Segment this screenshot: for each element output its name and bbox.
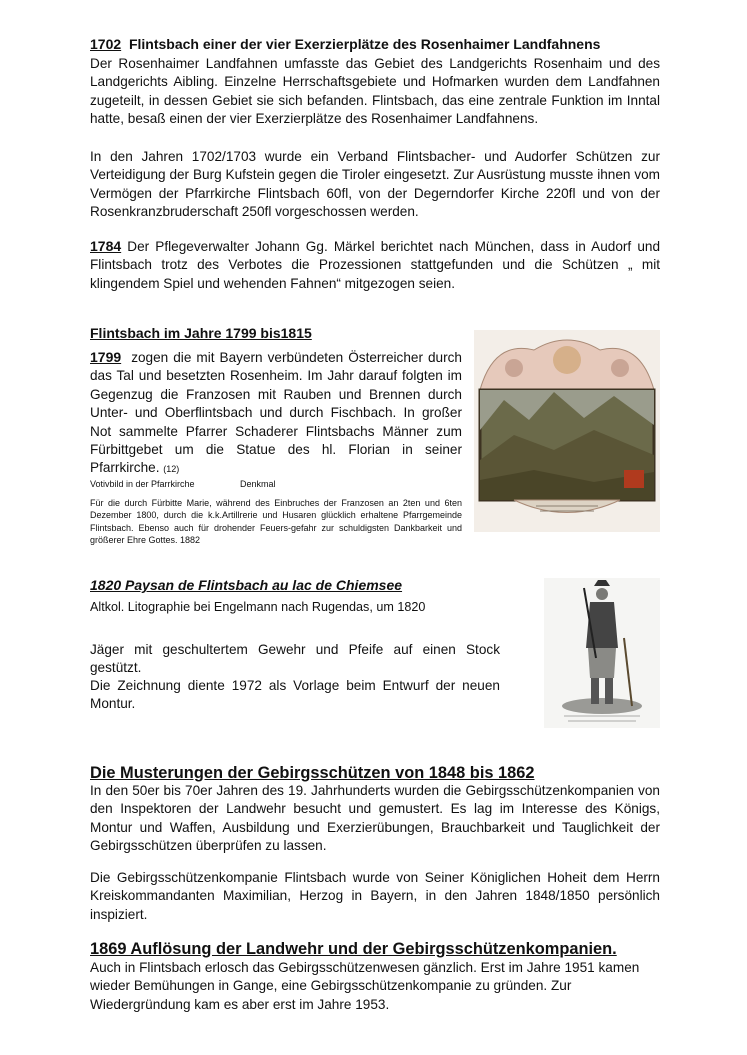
heading-1799: Flintsbach im Jahre 1799 bis1815 xyxy=(90,325,312,341)
heading-1702-year: 1702 xyxy=(90,36,122,52)
ref-1799: (12) xyxy=(163,464,180,475)
votive-painting-image xyxy=(474,330,660,532)
hunter-lithograph-svg xyxy=(544,578,660,728)
heading-1702 xyxy=(90,36,660,52)
heading-1702-title: Flintsbach einer der vier Exerzierplätze des Rosenhaimer Landfahnens xyxy=(128,36,601,52)
heading-1848: Die Musterungen der Gebirgsschützen von 1848 bis 1862 xyxy=(90,764,535,782)
subtitle-1820: Altkol. Litographie bei Engelmann nach Rugendas, um 1820 xyxy=(90,600,426,614)
caption-votivbild: Votivbild in der Pfarrkirche xyxy=(90,479,195,489)
heading-1820: 1820 Paysan de Flintsbach au lac de Chiemsee xyxy=(90,577,403,593)
para-1784 xyxy=(90,237,660,293)
text-1799: zogen die mit Bayern verbündeten Österreicher durch das Tal und besetzten Rosenheim. Im Jahr darauf folgten im Gegenzug die Franzosen mit Rauben und Brennen durch Unter- und Oberflintsbach und durch Fischbach. In großer Not sammelte Pfarrer Schaderer Flintsbachs Männer zum Fürbittgebet um die Statue des hl. Florian in seiner Pfarrkirche. xyxy=(90,350,462,476)
votive-painting-svg xyxy=(474,330,660,532)
para-1702-1: Der Rosenhaimer Landfahnen umfasste das Gebiet des Landgerichts Rosenhaim und des Landgerichts Aibling. Einzelne Herrschaftsgebiete und Hofmarken wurden dem Landfahnen zugeteilt, in dessen Gebiet sie sich befanden. Flintsbach, das eine zentrale Funktion im Inntal hatte, besaß einen der vier Exerzierplätze des Rosenhaimer Landfahnens. xyxy=(90,56,660,127)
year-1799: 1799 xyxy=(90,349,122,365)
heading-1869: 1869 Auflösung der Landwehr und der Gebirgsschützenkompanien. xyxy=(90,940,617,958)
para-1820-2: Die Zeichnung diente 1972 als Vorlage beim Entwurf der neuen Montur. xyxy=(90,678,500,712)
para-1702-2: In den Jahren 1702/1703 wurde ein Verband Flintsbacher- und Audorfer Schützen zur Verteidigung der Burg Kufstein gegen die Tiroler eingesetzt. Zur Ausrüstung musste ihnen vom Vermögen der Pfarrkirche Flintsbach 60fl, von der Degerndorfer Kirche 220fl und von der Rosenkranzbruderschaft 250fl vorgeschossen werden. xyxy=(90,149,660,220)
para-1869: Auch in Flintsbach erlosch das Gebirgsschützenwesen gänzlich. Erst im Jahre 1951 kamen wieder Bemühungen in Gange, eine Gebirgsschützenkompanie zu gründen. Zur Wiedergründung kam es aber erst im Jahre 1953. xyxy=(90,960,640,1012)
hunter-lithograph-image xyxy=(544,578,660,728)
year-1784: 1784 xyxy=(90,238,122,254)
para-1820-1: Jäger mit geschultertem Gewehr und Pfeife auf einen Stock gestützt. xyxy=(90,642,500,676)
note-1799: Für die durch Fürbitte Marie, während des Einbruches der Franzosen an 2ten und 6ten Dezember 1800, durch die k.k.Artillrerie und Husaren glücklich erhaltene Pfarrgemeinde Flintsbach. Ebenso auch für drohender Feuers-gefahr zur schuldigsten Dankbarkeit und größerer Ehre Gottes. 1882 xyxy=(90,498,462,546)
caption-denkmal: Denkmal xyxy=(240,479,276,489)
para-1848-2: Die Gebirgsschützenkompanie Flintsbach wurde von Seiner Königlichen Hoheit dem Herrn Kreiskommandanten Maximilian, Herzog in Bayern, in den Jahren 1848/1850 persönlich inspiziert. xyxy=(90,870,660,922)
para-1848-1: In den 50er bis 70er Jahren des 19. Jahrhunderts wurden die Gebirgsschützenkompanien von den Inspektoren der Landwehr besucht und gemustert. Es lag im Interesse des Königs, Montur und Waffen, Ausbildung und Exerzierübungen, Brauchbarkeit und Tauglichkeit der Gebirgsschützen überprüfen zu lassen. xyxy=(90,783,660,854)
text-1784: Der Pflegeverwalter Johann Gg. Märkel berichtet nach München, dass in Audorf und Flintsbach trotz des Verbotes die Prozessionen stattgefunden und die Schützen „ mit klingendem Spiel und wehenden Fahnen“ mitgezogen seien. xyxy=(90,239,661,291)
para-1799 xyxy=(90,348,462,479)
